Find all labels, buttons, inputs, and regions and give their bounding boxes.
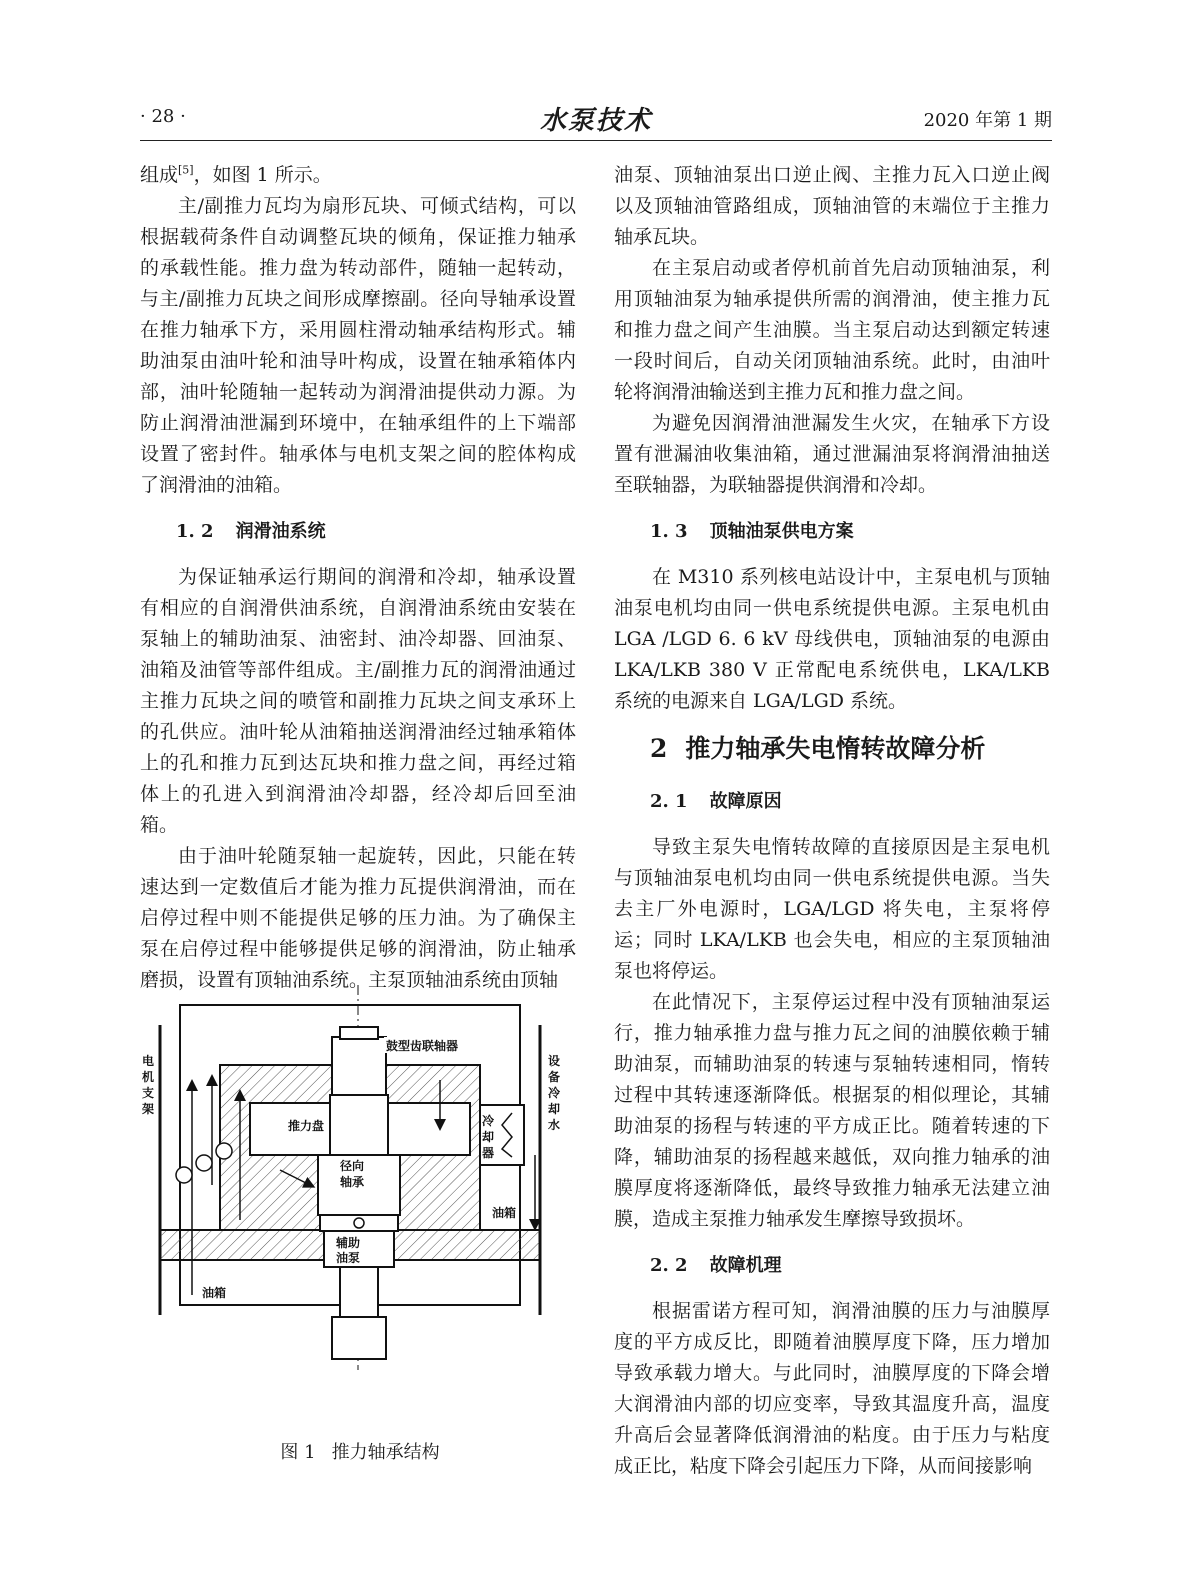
paragraph: 在此情况下，主泵停运过程中没有顶轴油泵运行，推力轴承推力盘与推力瓦之间的油膜依赖于辅助油泵，而辅助油泵的转速与泵轴转速相同，惰转过程中其转速逐渐降低。根据泵的相似理论，其辅助油泵的扬程与转速的平方成正比。随着转速的下降，辅助油泵的扬程越来越低，双向推力轴承的油膜厚度将逐渐降低，最终导致推力轴承无法建立油膜，造成主泵推力轴承发生摩擦导致损坏。 — [614, 991, 1050, 1230]
paragraph: 油泵、顶轴油泵出口逆止阀、主推力瓦入口逆止阀以及顶轴油管路组成，顶轴油管的末端位于主推力轴承瓦块。 — [614, 164, 1050, 248]
paragraph: 组成[5]，如图 1 所示。 — [140, 163, 332, 186]
left-column — [140, 160, 576, 996]
citation-ref[interactable]: [5] — [178, 163, 194, 177]
paragraph: 主/副推力瓦均为扇形瓦块、可倾式结构，可以根据载荷条件自动调整瓦块的倾角，保证推力轴承的承载性能。推力盘为转动部件，随轴一起转动，与主/副推力瓦块之间形成摩擦副。径向导轴承设置在推力轴承下方，采用圆柱滑动轴承结构形式。辅助油泵由油叶轮和油导叶构成，设置在轴承箱体内部，油叶轮随轴一起转动为润滑油提供动力源。为防止润滑油泄漏到环境中，在轴承组件的上下端部设置了密封件。轴承体与电机支架之间的腔体构成了润滑油的油箱。 — [140, 195, 576, 496]
section-heading-2-2: 2. 2 故障机理 — [650, 1255, 782, 1276]
label-radial-bearing-2: 轴承 — [340, 1175, 365, 1189]
right-column — [614, 160, 1050, 1482]
paragraph: 由于油叶轮随泵轴一起旋转，因此，只能在转速达到一定数值后才能为推力瓦提供润滑油，而在启停过程中则不能提供足够的压力油。为了确保主泵在启停过程中能够提供足够的润滑油，防止轴承磨损，设置有顶轴油系统。主泵顶轴油系统由顶轴 — [140, 845, 576, 991]
paragraph: 为保证轴承运行期间的润滑和冷却，轴承设置有相应的自润滑供油系统，自润滑油系统由安装在泵轴上的辅助油泵、油密封、油冷却器、回油泵、油箱及油管等部件组成。主/副推力瓦的润滑油通过主推力瓦块之间的喷管和副推力瓦块之间支承环上的孔供应。油叶轮从油箱抽送润滑油经过轴承箱体上的孔和推力瓦到达瓦块和推力盘之间，再经过箱体上的孔进入到润滑油冷却器，经冷却后回至油箱。 — [140, 566, 576, 836]
page-header — [140, 100, 1052, 141]
label-coupling: 鼓型齿联轴器 — [386, 1039, 459, 1053]
paragraph: 导致主泵失电惰转故障的直接原因是主泵电机与顶轴油泵电机均由同一供电系统提供电源。当失去主厂外电源时，LGA/LGD 将失电，主泵将停运；同时 LKA/LKB 也会失电，相应的主泵顶轴油泵也将停运。 — [614, 836, 1050, 982]
section-heading-1-2: 1. 2 润滑油系统 — [176, 521, 326, 542]
label-oil-tank-bottom: 油箱 — [202, 1286, 227, 1300]
paragraph: 在 M310 系列核电站设计中，主泵电机与顶轴油泵电机均由同一供电系统提供电源。主泵电机由 LGA /LGD 6. 6 kV 母线供电，顶轴油泵的电源由 LKA/LKB 380 V 正常配电系统供电，LKA/LKB 系统的电源来自 LGA/LGD 系统。 — [614, 566, 1050, 712]
label-motor-support: 电机支架 — [142, 1054, 155, 1116]
label-cooling-water: 设备冷却水 — [548, 1054, 561, 1132]
section-heading-1-3: 1. 3 顶轴油泵供电方案 — [650, 521, 854, 542]
paragraph: 为避免因润滑油泄漏发生火灾，在轴承下方设置有泄漏油收集油箱，通过泄漏油泵将润滑油抽送至联轴器，为联轴器提供润滑和冷却。 — [614, 412, 1050, 496]
paragraph: 在主泵启动或者停机前首先启动顶轴油泵，利用顶轴油泵为轴承提供所需的润滑油，使主推力瓦和推力盘之间产生油膜。当主泵启动达到额定转速一段时间后，自动关闭顶轴油系统。此时，由油叶轮将润滑油输送到主推力瓦和推力盘之间。 — [614, 257, 1050, 403]
label-thrust-disc: 推力盘 — [288, 1119, 325, 1133]
figure-caption: 图 1 推力轴承结构 — [280, 1442, 440, 1463]
page-number: · 28 · — [140, 106, 186, 127]
journal-title: 水泵技术 — [539, 106, 652, 136]
figure-thrust-bearing — [140, 985, 580, 1370]
section-heading-2: 2 推力轴承失电惰转故障分析 — [650, 734, 986, 763]
label-radial-bearing-1: 径向 — [340, 1159, 365, 1173]
label-oil-tank-right: 油箱 — [492, 1206, 517, 1220]
label-cooler: 冷却器 — [482, 1114, 495, 1160]
label-aux-pump-2: 油泵 — [336, 1251, 361, 1265]
section-heading-2-1: 2. 1 故障原因 — [650, 791, 782, 812]
paragraph: 根据雷诺方程可知，润滑油膜的压力与油膜厚度的平方成反比，即随着油膜厚度下降，压力增加导致承载力增大。与此同时，油膜厚度的下降会增大润滑油内部的切应变率，导致其温度升高，温度升高后会显著降低润滑油的粘度。由于压力与粘度成正比，粘度下降会引起压力下降，从而间接影响 — [614, 1300, 1050, 1477]
issue-label: 2020 年第 1 期 — [923, 110, 1052, 131]
thrust-bearing-diagram — [140, 985, 580, 1370]
label-aux-pump-1: 辅助 — [336, 1236, 361, 1250]
